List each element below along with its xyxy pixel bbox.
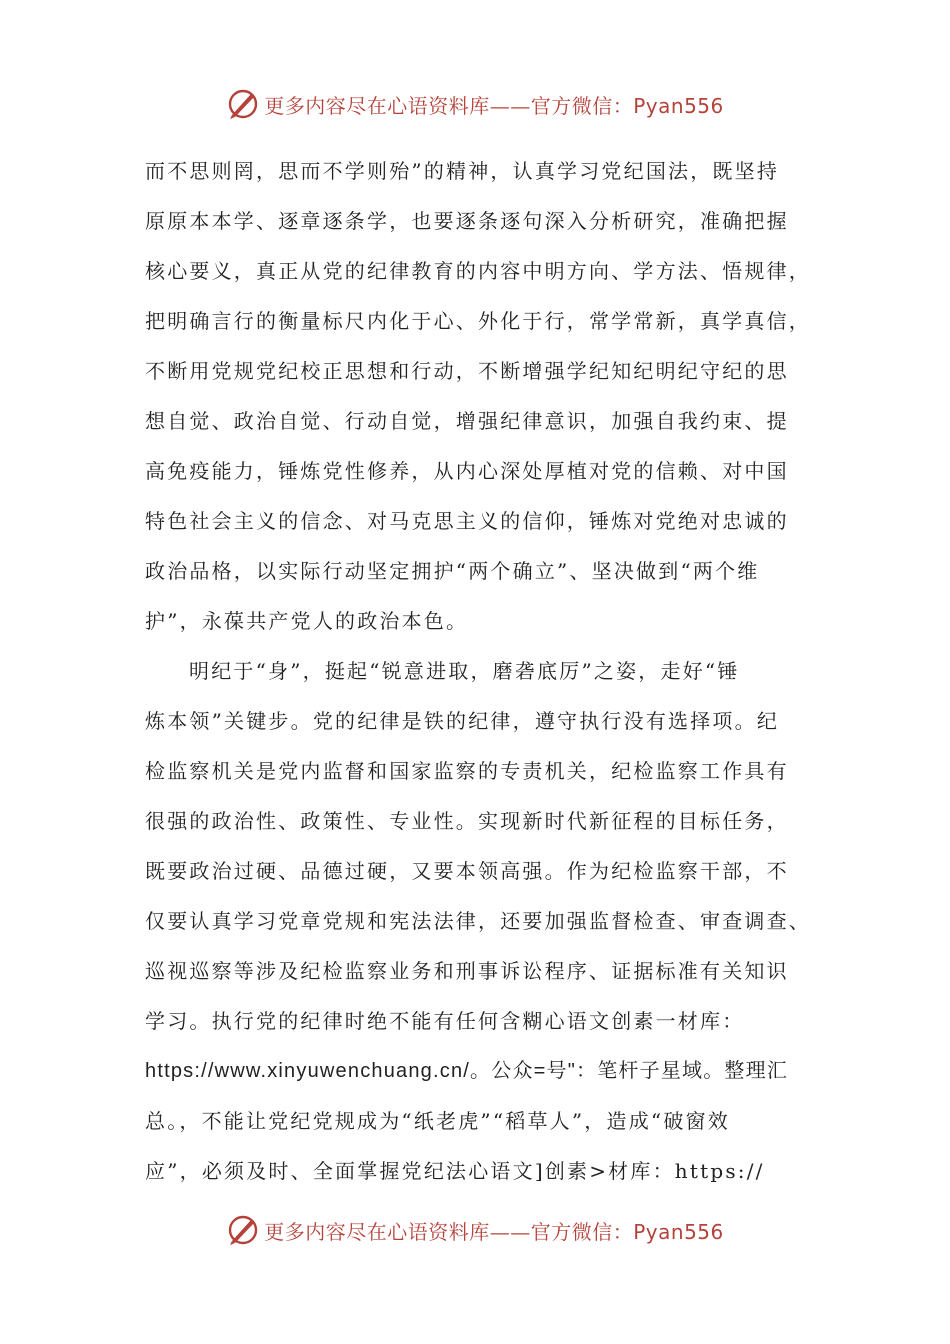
paragraph bbox=[145, 146, 825, 646]
pen-circle-logo-icon bbox=[226, 87, 260, 121]
text-line: 炼本领”关键步。党的纪律是铁的纪律，遵守执行没有选择项。纪 bbox=[145, 709, 780, 733]
banner-wechat-id: Pyan556 bbox=[633, 1219, 724, 1244]
text-line: 巡视巡察等涉及纪检监察业务和刑事诉讼程序、证据标准有关知识 bbox=[145, 959, 789, 983]
banner-text bbox=[264, 90, 724, 119]
text-line: 仅要认真学习党章党规和宪法法律，还要加强监督检查、审查调查、 bbox=[145, 909, 811, 933]
text-line: 明纪于“身”，挺起“锐意进取，磨砻底厉”之姿，走好“锤 bbox=[189, 659, 740, 683]
text-line: 既要政治过硬、品德过硬，又要本领高强。作为纪检监察干部，不 bbox=[145, 859, 789, 883]
text-line: 总。，不能让党纪党规成为“纸老虎”“稻草人”，造成“破窗效 bbox=[145, 1109, 730, 1133]
text-line: 很强的政治性、政策性、专业性。实现新时代新征程的目标任务， bbox=[145, 809, 789, 833]
text-line: 想自觉、政治自觉、行动自觉，增强纪律意识，加强自我约束、提 bbox=[145, 409, 789, 433]
text-line: 学习。执行党的纪律时绝不能有任何含糊心语文创素一材库： bbox=[145, 1009, 745, 1033]
banner-text bbox=[264, 1216, 724, 1245]
text-line: 应”，必须及时、全面掌握党纪法心语文]创素>材库：https:// bbox=[145, 1159, 765, 1183]
text-line: 而不思则罔，思而不学则殆”的精神，认真学习党纪国法，既坚持 bbox=[145, 159, 780, 183]
document-body bbox=[145, 146, 825, 1196]
banner-title: 更多内容尽在心语资料库 bbox=[264, 1219, 490, 1244]
banner-title: 更多内容尽在心语资料库 bbox=[264, 93, 490, 118]
banner-separator: —— bbox=[489, 1219, 531, 1244]
header-banner bbox=[0, 86, 950, 122]
text-line-url: https://www.xinyuwenchuang.cn/。公众=号"：笔杆子星域。整理汇 bbox=[145, 1060, 789, 1082]
banner-wechat-label: 官方微信： bbox=[530, 93, 634, 118]
text-line: 高免疫能力，锤炼党性修养，从内心深处厚植对党的信赖、对中国 bbox=[145, 459, 789, 483]
paragraph bbox=[145, 646, 825, 1196]
text-line: 特色社会主义的信念、对马克思主义的信仰，锤炼对党绝对忠诚的 bbox=[145, 509, 789, 533]
text-line: 检监察机关是党内监督和国家监察的专责机关，纪检监察工作具有 bbox=[145, 759, 789, 783]
footer-banner bbox=[0, 1212, 950, 1248]
banner-separator: —— bbox=[489, 93, 531, 118]
pen-circle-logo-icon bbox=[226, 1213, 260, 1247]
banner-wechat-id: Pyan556 bbox=[633, 93, 724, 118]
text-line: 政治品格，以实际行动坚定拥护“两个确立”、坚决做到“两个维 bbox=[145, 559, 760, 583]
text-line: 不断用党规党纪校正思想和行动，不断增强学纪知纪明纪守纪的思 bbox=[145, 359, 789, 383]
text-line: 把明确言行的衡量标尺内化于心、外化于行，常学常新，真学真信， bbox=[145, 309, 811, 333]
text-line: 原原本本学、逐章逐条学，也要逐条逐句深入分析研究，准确把握 bbox=[145, 209, 789, 233]
banner-wechat-label: 官方微信： bbox=[530, 1219, 634, 1244]
text-line: 护”，永葆共产党人的政治本色。 bbox=[145, 609, 469, 633]
text-line: 核心要义，真正从党的纪律教育的内容中明方向、学方法、悟规律， bbox=[145, 259, 811, 283]
